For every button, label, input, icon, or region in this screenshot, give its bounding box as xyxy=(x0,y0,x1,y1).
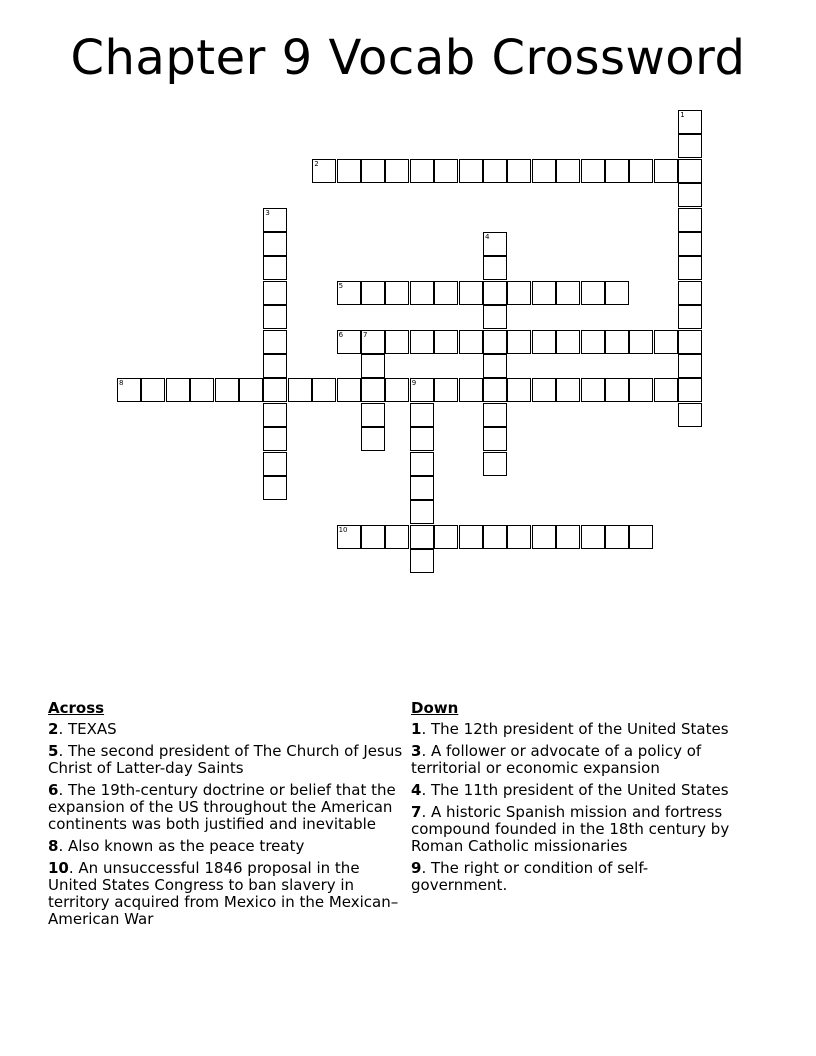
grid-cell[interactable] xyxy=(556,525,580,549)
grid-cell[interactable] xyxy=(410,281,434,305)
across-clue: 6. The 19th-century doctrine or belief that the expansion of the US throughout the American continents was both justified and inevitable xyxy=(48,781,396,833)
grid-cell[interactable] xyxy=(361,281,385,305)
grid-cell[interactable] xyxy=(117,378,141,402)
grid-cell[interactable] xyxy=(337,378,361,402)
down-clue: 1. The 12th president of the United States xyxy=(411,720,729,738)
clue-number: 9 xyxy=(411,859,422,877)
grid-cell[interactable] xyxy=(483,378,507,402)
grid-cell[interactable] xyxy=(434,330,458,354)
across-clue: 8. Also known as the peace treaty xyxy=(48,837,305,855)
grid-cell[interactable] xyxy=(434,281,458,305)
grid-cell[interactable] xyxy=(385,281,409,305)
grid-cell[interactable] xyxy=(532,159,556,183)
clue-number: 6 xyxy=(338,330,344,339)
clue-number: 7 xyxy=(363,330,368,339)
grid-cell[interactable] xyxy=(361,378,385,402)
clue-number: 7 xyxy=(411,803,422,821)
clue-text: The 12th president of the United States xyxy=(430,720,729,738)
grid-cell[interactable] xyxy=(629,378,653,402)
down-clue: 7. A historic Spanish mission and fortress compound founded in the 18th century by Roman Catholic missionaries xyxy=(411,803,730,855)
clue-text: A follower or advocate of a policy of territorial or economic expansion xyxy=(411,742,702,777)
across-clue: 2. TEXAS xyxy=(48,720,117,738)
grid-cell[interactable] xyxy=(678,159,702,183)
grid-cell[interactable] xyxy=(678,378,702,402)
grid-cell[interactable] xyxy=(581,281,605,305)
grid-cell[interactable] xyxy=(361,330,385,354)
grid-cell[interactable] xyxy=(361,159,385,183)
grid-cell[interactable] xyxy=(507,525,531,549)
clue-text: The 11th president of the United States xyxy=(430,781,729,799)
clue-number: 3 xyxy=(265,208,270,217)
clue-number: 4 xyxy=(485,233,490,241)
grid-cell[interactable] xyxy=(532,378,556,402)
across-clue: 10. An unsuccessful 1846 proposal in the United States Congress to ban slavery in territory acquired from Mexico in the Mexican–American War xyxy=(48,859,399,928)
grid-cell[interactable] xyxy=(141,378,165,402)
grid-cell[interactable] xyxy=(507,159,531,183)
grid-cell[interactable] xyxy=(507,281,531,305)
grid-cell[interactable] xyxy=(483,354,507,378)
down-clue: 4. The 11th president of the United States xyxy=(411,781,729,799)
across-heading: Across xyxy=(48,699,105,717)
grid-cell[interactable] xyxy=(678,208,702,232)
grid-cell[interactable] xyxy=(678,183,702,207)
grid-cell[interactable] xyxy=(385,525,409,549)
grid-cell[interactable] xyxy=(483,403,507,427)
grid-cell[interactable] xyxy=(337,281,361,305)
page-title: Chapter 9 Vocab Crossword xyxy=(70,30,746,86)
clue-number: 5 xyxy=(338,281,344,290)
grid-cell[interactable] xyxy=(483,159,507,183)
clue-number: 2 xyxy=(314,159,319,168)
grid-cell[interactable] xyxy=(678,305,702,329)
grid-cell[interactable] xyxy=(556,330,580,354)
grid-cell[interactable] xyxy=(483,256,507,280)
grid-cell[interactable] xyxy=(263,281,287,305)
grid-cell[interactable] xyxy=(166,378,190,402)
grid-cell[interactable] xyxy=(532,330,556,354)
grid-cell[interactable] xyxy=(532,525,556,549)
grid-cell[interactable] xyxy=(581,330,605,354)
grid-cell[interactable] xyxy=(263,403,287,427)
grid-cell[interactable] xyxy=(263,427,287,451)
clue-number: 3 xyxy=(411,742,422,760)
grid-cell[interactable] xyxy=(605,281,629,305)
grid-cell[interactable] xyxy=(288,378,312,402)
down-clue: 3. A follower or advocate of a policy of territorial or economic expansion xyxy=(411,742,702,777)
clue-number: 2 xyxy=(48,720,59,738)
grid-cell[interactable] xyxy=(410,378,434,402)
grid-cell[interactable] xyxy=(410,330,434,354)
grid-cell[interactable] xyxy=(678,110,702,134)
grid-cell[interactable] xyxy=(483,525,507,549)
grid-cell[interactable] xyxy=(678,403,702,427)
grid-cell[interactable] xyxy=(434,378,458,402)
grid-cell[interactable] xyxy=(678,354,702,378)
clue-number: 6 xyxy=(48,781,59,799)
grid-cell[interactable] xyxy=(483,452,507,476)
grid-cell[interactable] xyxy=(434,159,458,183)
clue-text: Also known as the peace treaty xyxy=(67,837,305,855)
grid-cell[interactable] xyxy=(263,330,287,354)
grid-cell[interactable] xyxy=(361,403,385,427)
grid-cell[interactable] xyxy=(678,330,702,354)
grid-cell[interactable] xyxy=(507,378,531,402)
grid-cell[interactable] xyxy=(654,378,678,402)
clue-number: 8 xyxy=(119,379,124,388)
grid-cell[interactable] xyxy=(654,159,678,183)
grid-cell[interactable] xyxy=(312,159,336,183)
grid-cell[interactable] xyxy=(459,378,483,402)
grid-cell[interactable] xyxy=(361,427,385,451)
clue-text: TEXAS xyxy=(67,720,117,738)
grid-cell[interactable] xyxy=(459,330,483,354)
grid-cell[interactable] xyxy=(385,330,409,354)
grid-cell[interactable] xyxy=(337,330,361,354)
grid-cell[interactable] xyxy=(581,159,605,183)
grid-cell[interactable] xyxy=(312,378,336,402)
grid-cell[interactable] xyxy=(556,281,580,305)
grid-cell[interactable] xyxy=(605,525,629,549)
grid-cell[interactable] xyxy=(239,378,263,402)
clue-text: An unsuccessful 1846 proposal in the United States Congress to ban slavery in territory acquired from Mexico in the Mexican–American War xyxy=(48,859,399,928)
clue-number: 9 xyxy=(411,379,417,388)
grid-cell[interactable] xyxy=(263,208,287,232)
grid-cell[interactable] xyxy=(605,159,629,183)
grid-cell[interactable] xyxy=(556,159,580,183)
grid-cell[interactable] xyxy=(410,500,434,524)
grid-cell[interactable] xyxy=(678,134,702,158)
across-clue: 5. The second president of The Church of Jesus Christ of Latter-day Saints xyxy=(48,742,403,777)
clue-number: 10 xyxy=(48,859,69,877)
clue-number: 4 xyxy=(411,781,422,799)
grid-cell[interactable] xyxy=(215,378,239,402)
grid-cell[interactable] xyxy=(629,525,653,549)
grid-cell[interactable] xyxy=(263,305,287,329)
clue-number: 8 xyxy=(48,837,59,855)
grid-cell[interactable] xyxy=(678,281,702,305)
down-clues xyxy=(411,700,741,899)
grid-cell[interactable] xyxy=(337,525,361,549)
grid-cell[interactable] xyxy=(678,256,702,280)
grid-cell[interactable] xyxy=(459,159,483,183)
grid-cell[interactable] xyxy=(532,281,556,305)
grid-cell[interactable] xyxy=(556,378,580,402)
grid-cell[interactable] xyxy=(459,281,483,305)
grid-cell[interactable] xyxy=(483,281,507,305)
grid-cell[interactable] xyxy=(385,378,409,402)
clue-number: 5 xyxy=(48,742,59,760)
across-clues xyxy=(48,700,403,933)
grid-cell[interactable] xyxy=(629,159,653,183)
down-heading: Down xyxy=(411,699,459,717)
clue-text: The 19th-century doctrine or belief that the expansion of the US throughout the American continents was both justified and inevitable xyxy=(48,781,396,833)
grid-cell[interactable] xyxy=(410,476,434,500)
grid-cell[interactable] xyxy=(483,305,507,329)
clue-text: A historic Spanish mission and fortress compound founded in the 18th century by Roman Catholic missionaries xyxy=(411,803,730,855)
grid-cell[interactable] xyxy=(410,549,434,573)
grid-cell[interactable] xyxy=(581,525,605,549)
clue-text: The right or condition of self-government. xyxy=(411,859,649,894)
grid-cell[interactable] xyxy=(263,354,287,378)
grid-cell[interactable] xyxy=(507,330,531,354)
clue-number: 10 xyxy=(338,525,348,534)
grid-cell[interactable] xyxy=(483,427,507,451)
grid-cell[interactable] xyxy=(263,452,287,476)
grid-cell[interactable] xyxy=(263,378,287,402)
grid-cell[interactable] xyxy=(410,525,434,549)
grid-cell[interactable] xyxy=(483,232,507,256)
grid-cell[interactable] xyxy=(361,354,385,378)
grid-cell[interactable] xyxy=(361,525,385,549)
grid-cell[interactable] xyxy=(263,256,287,280)
clue-text: The second president of The Church of Jesus Christ of Latter-day Saints xyxy=(48,742,403,777)
grid-cell[interactable] xyxy=(410,427,434,451)
down-clue: 9. The right or condition of self-government. xyxy=(411,859,649,894)
grid-cell[interactable] xyxy=(605,330,629,354)
grid-cell[interactable] xyxy=(263,232,287,256)
grid-cell[interactable] xyxy=(263,476,287,500)
grid-cell[interactable] xyxy=(629,330,653,354)
clue-number: 1 xyxy=(411,720,422,738)
grid-cell[interactable] xyxy=(483,330,507,354)
grid-cell[interactable] xyxy=(385,159,409,183)
clue-number: 1 xyxy=(680,111,685,119)
grid-cell[interactable] xyxy=(459,525,483,549)
grid-cell[interactable] xyxy=(678,232,702,256)
grid-cell[interactable] xyxy=(410,452,434,476)
grid-cell[interactable] xyxy=(410,403,434,427)
grid-cell[interactable] xyxy=(605,378,629,402)
grid-cell[interactable] xyxy=(190,378,214,402)
grid-cell[interactable] xyxy=(654,330,678,354)
grid-cell[interactable] xyxy=(410,159,434,183)
grid-cell[interactable] xyxy=(337,159,361,183)
grid-cell[interactable] xyxy=(434,525,458,549)
grid-cell[interactable] xyxy=(581,378,605,402)
